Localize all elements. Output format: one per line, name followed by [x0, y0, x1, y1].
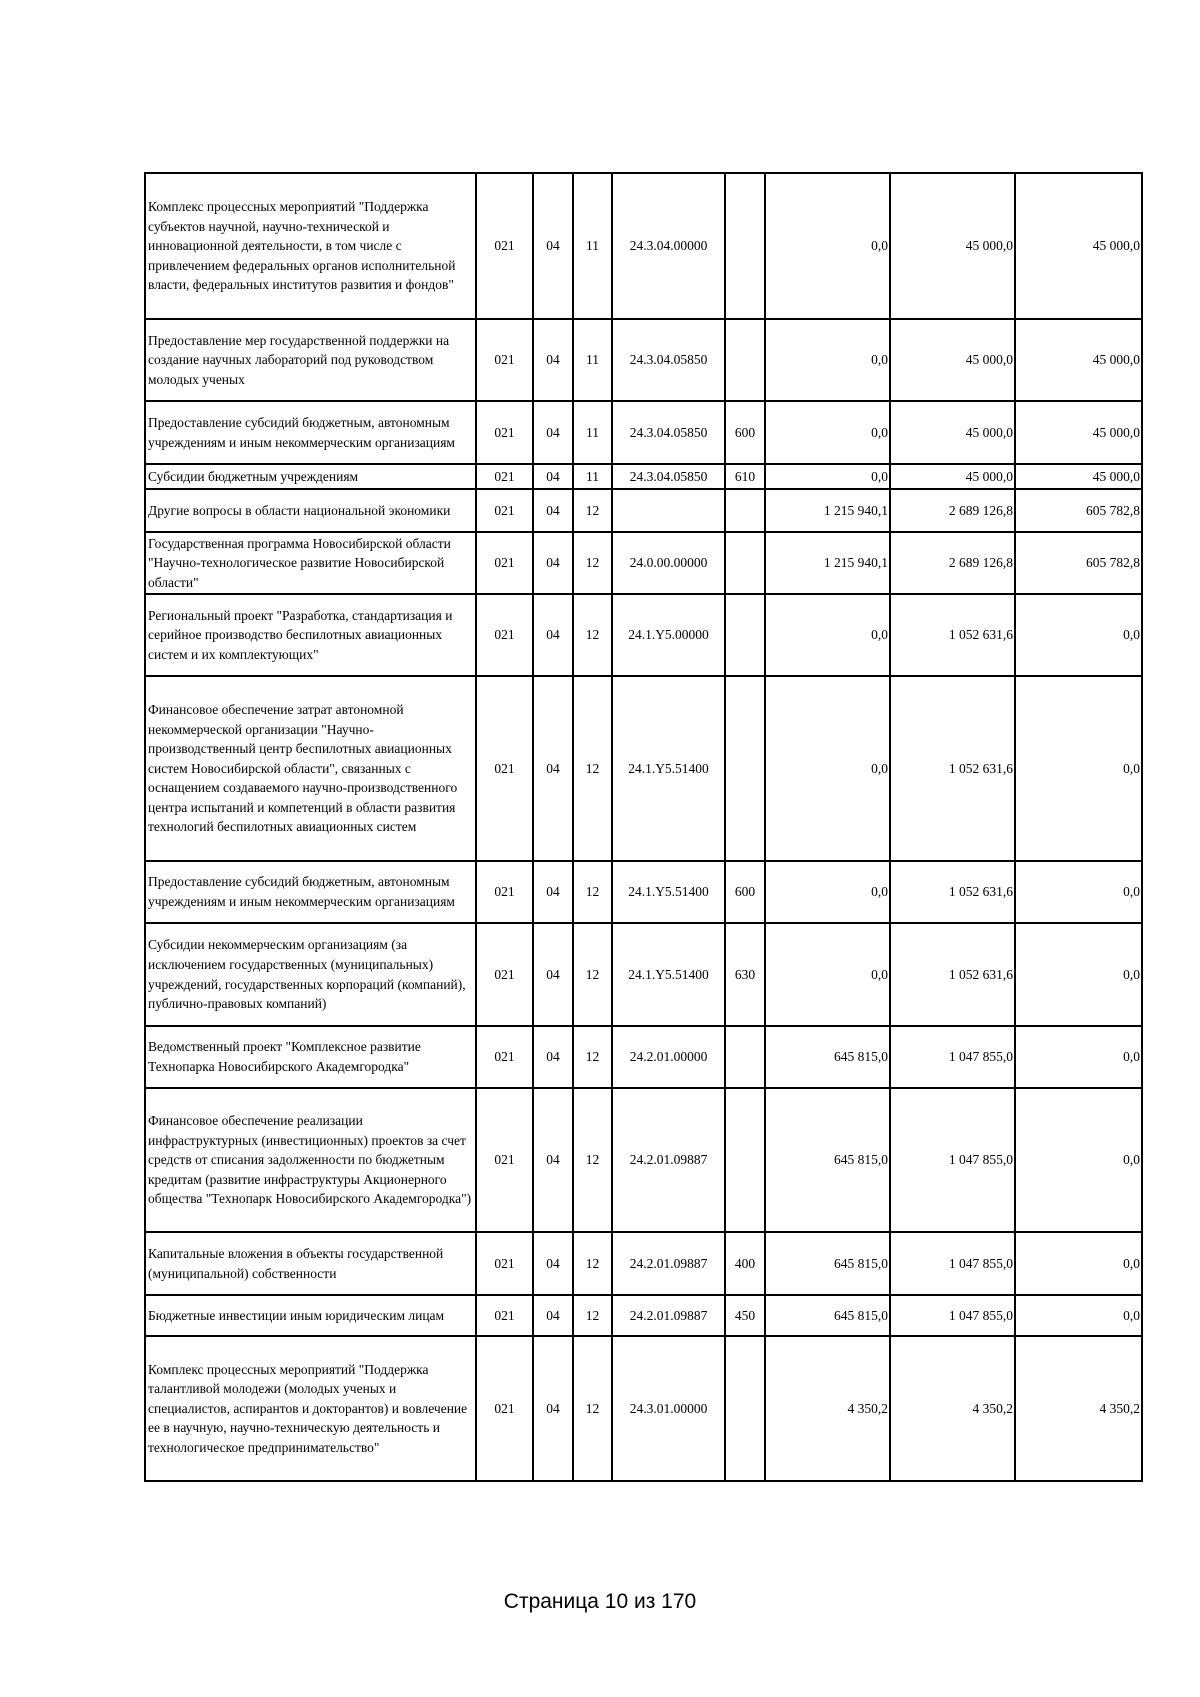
table-row: [145, 1336, 1142, 1481]
row-name: Бюджетные инвестиции иным юридическим лицам: [145, 1295, 476, 1336]
cell-rz: 04: [533, 489, 573, 532]
cell-rz: 04: [533, 532, 573, 594]
cell-vr: [725, 1336, 765, 1481]
row-name: Предоставление субсидий бюджетным, автономным учреждениям и иным некоммерческим организациям: [145, 401, 476, 464]
cell-sum-3: 0,0: [1015, 923, 1142, 1026]
cell-csr: 24.2.01.09887: [612, 1232, 725, 1295]
row-name: Ведомственный проект "Комплексное развитие Технопарка Новосибирского Академгородка": [145, 1026, 476, 1088]
cell-sum-1: 645 815,0: [765, 1232, 890, 1295]
cell-pr: 12: [573, 594, 612, 676]
cell-sum-3: 45 000,0: [1015, 173, 1142, 319]
cell-gr: 021: [476, 676, 533, 861]
cell-rz: 04: [533, 923, 573, 1026]
cell-pr: 12: [573, 861, 612, 923]
cell-rz: 04: [533, 594, 573, 676]
cell-vr: [725, 1088, 765, 1232]
cell-sum-3: 0,0: [1015, 1232, 1142, 1295]
cell-sum-2: 1 052 631,6: [890, 923, 1015, 1026]
cell-gr: 021: [476, 489, 533, 532]
cell-csr: 24.1.Y5.51400: [612, 676, 725, 861]
cell-csr: 24.2.01.00000: [612, 1026, 725, 1088]
cell-gr: 021: [476, 401, 533, 464]
cell-vr: [725, 594, 765, 676]
table-row: [145, 319, 1142, 401]
cell-sum-2: 1 047 855,0: [890, 1088, 1015, 1232]
row-name: Финансовое обеспечение реализации инфраструктурных (инвестиционных) проектов за счет средств от списания задолженности по бюджетным кредитам (развитие инфраструктуры Акционерного общества "Технопарк Новосибирского Академгородка"): [145, 1088, 476, 1232]
cell-sum-1: 1 215 940,1: [765, 489, 890, 532]
cell-vr: 450: [725, 1295, 765, 1336]
cell-vr: 600: [725, 401, 765, 464]
cell-sum-2: 1 047 855,0: [890, 1295, 1015, 1336]
row-name: Комплекс процессных мероприятий "Поддержка субъектов научной, научно-технической и инновационной деятельности, в том числе с привлечением федеральных органов исполнительной власти, федеральных институтов развития и фондов": [145, 173, 476, 319]
cell-sum-1: 0,0: [765, 676, 890, 861]
cell-pr: 12: [573, 489, 612, 532]
cell-sum-3: 605 782,8: [1015, 532, 1142, 594]
cell-rz: 04: [533, 1232, 573, 1295]
cell-sum-1: 645 815,0: [765, 1295, 890, 1336]
cell-vr: 630: [725, 923, 765, 1026]
cell-pr: 12: [573, 1088, 612, 1232]
row-name: Государственная программа Новосибирской области "Научно-технологическое развитие Новосибирской области": [145, 532, 476, 594]
cell-rz: 04: [533, 676, 573, 861]
cell-rz: 04: [533, 861, 573, 923]
cell-csr: 24.2.01.09887: [612, 1295, 725, 1336]
cell-sum-1: 645 815,0: [765, 1088, 890, 1232]
cell-gr: 021: [476, 1088, 533, 1232]
cell-gr: 021: [476, 923, 533, 1026]
cell-pr: 12: [573, 923, 612, 1026]
cell-sum-3: 45 000,0: [1015, 464, 1142, 489]
cell-gr: 021: [476, 464, 533, 489]
table-row: [145, 1088, 1142, 1232]
cell-rz: 04: [533, 173, 573, 319]
row-name: Другие вопросы в области национальной экономики: [145, 489, 476, 532]
row-name: Финансовое обеспечение затрат автономной некоммерческой организации "Научно-производственный центр беспилотных авиационных систем Новосибирской области", связанных с оснащением создаваемого научно-производственного центра испытаний и компетенций в области развития технологий беспилотных авиационных систем: [145, 676, 476, 861]
row-name: Комплекс процессных мероприятий "Поддержка талантливой молодежи (молодых ученых и специалистов, аспирантов и докторантов) и вовлечение ее в научную, научно-техническую деятельность и технологическое предпринимательство": [145, 1336, 476, 1481]
cell-sum-3: 45 000,0: [1015, 401, 1142, 464]
cell-sum-3: 0,0: [1015, 676, 1142, 861]
cell-pr: 12: [573, 1232, 612, 1295]
cell-sum-1: 0,0: [765, 401, 890, 464]
cell-rz: 04: [533, 319, 573, 401]
table-row: [145, 489, 1142, 532]
table-row: [145, 1232, 1142, 1295]
cell-vr: 610: [725, 464, 765, 489]
cell-sum-3: 4 350,2: [1015, 1336, 1142, 1481]
cell-vr: 400: [725, 1232, 765, 1295]
table-row: [145, 923, 1142, 1026]
cell-sum-2: 1 047 855,0: [890, 1026, 1015, 1088]
cell-sum-3: 605 782,8: [1015, 489, 1142, 532]
cell-vr: [725, 532, 765, 594]
cell-sum-1: 0,0: [765, 319, 890, 401]
cell-gr: 021: [476, 532, 533, 594]
cell-pr: 11: [573, 319, 612, 401]
cell-pr: 11: [573, 173, 612, 319]
cell-sum-2: 1 052 631,6: [890, 594, 1015, 676]
table-row: [145, 676, 1142, 861]
row-name: Капитальные вложения в объекты государственной (муниципальной) собственности: [145, 1232, 476, 1295]
cell-gr: 021: [476, 861, 533, 923]
cell-sum-2: 45 000,0: [890, 464, 1015, 489]
cell-gr: 021: [476, 1295, 533, 1336]
cell-sum-1: 1 215 940,1: [765, 532, 890, 594]
table-row: [145, 532, 1142, 594]
table-row: [145, 594, 1142, 676]
cell-sum-2: 1 052 631,6: [890, 676, 1015, 861]
cell-rz: 04: [533, 464, 573, 489]
cell-rz: 04: [533, 1026, 573, 1088]
cell-csr: 24.3.04.05850: [612, 464, 725, 489]
cell-sum-3: 45 000,0: [1015, 319, 1142, 401]
cell-csr: 24.1.Y5.51400: [612, 861, 725, 923]
cell-pr: 12: [573, 1295, 612, 1336]
cell-pr: 11: [573, 401, 612, 464]
cell-sum-2: 1 052 631,6: [890, 861, 1015, 923]
cell-vr: [725, 489, 765, 532]
cell-sum-2: 45 000,0: [890, 319, 1015, 401]
cell-sum-2: 45 000,0: [890, 401, 1015, 464]
cell-csr: [612, 489, 725, 532]
table-row: [145, 401, 1142, 464]
cell-gr: 021: [476, 319, 533, 401]
row-name: Предоставление субсидий бюджетным, автономным учреждениям и иным некоммерческим организациям: [145, 861, 476, 923]
cell-sum-1: 645 815,0: [765, 1026, 890, 1088]
cell-pr: 12: [573, 1336, 612, 1481]
cell-rz: 04: [533, 401, 573, 464]
row-name: Субсидии бюджетным учреждениям: [145, 464, 476, 489]
cell-csr: 24.1.Y5.51400: [612, 923, 725, 1026]
cell-gr: 021: [476, 173, 533, 319]
cell-pr: 12: [573, 1026, 612, 1088]
cell-csr: 24.3.01.00000: [612, 1336, 725, 1481]
cell-csr: 24.2.01.09887: [612, 1088, 725, 1232]
cell-sum-1: 0,0: [765, 923, 890, 1026]
table-row: [145, 1026, 1142, 1088]
cell-sum-2: 2 689 126,8: [890, 489, 1015, 532]
cell-csr: 24.3.04.00000: [612, 173, 725, 319]
cell-sum-1: 4 350,2: [765, 1336, 890, 1481]
table-row: [145, 861, 1142, 923]
cell-sum-3: 0,0: [1015, 594, 1142, 676]
cell-rz: 04: [533, 1088, 573, 1232]
cell-csr: 24.3.04.05850: [612, 401, 725, 464]
cell-gr: 021: [476, 1232, 533, 1295]
cell-vr: [725, 1026, 765, 1088]
cell-pr: 12: [573, 532, 612, 594]
cell-rz: 04: [533, 1295, 573, 1336]
cell-sum-1: 0,0: [765, 464, 890, 489]
cell-vr: [725, 319, 765, 401]
cell-rz: 04: [533, 1336, 573, 1481]
cell-sum-3: 0,0: [1015, 1026, 1142, 1088]
table-row: [145, 464, 1142, 489]
row-name: Региональный проект "Разработка, стандартизация и серийное производство беспилотных авиационных систем и их комплектующих": [145, 594, 476, 676]
cell-sum-3: 0,0: [1015, 1295, 1142, 1336]
table-row: [145, 173, 1142, 319]
cell-sum-3: 0,0: [1015, 861, 1142, 923]
row-name: Субсидии некоммерческим организациям (за исключением государственных (муниципальных) учреждений, государственных корпораций (компаний), публично-правовых компаний): [145, 923, 476, 1026]
budget-table: [144, 172, 1143, 1482]
cell-sum-3: 0,0: [1015, 1088, 1142, 1232]
page-number: Страница 10 из 170: [503, 1590, 697, 1613]
cell-sum-1: 0,0: [765, 861, 890, 923]
cell-sum-1: 0,0: [765, 173, 890, 319]
cell-vr: [725, 676, 765, 861]
cell-vr: 600: [725, 861, 765, 923]
cell-sum-2: 1 047 855,0: [890, 1232, 1015, 1295]
table-row: [145, 1295, 1142, 1336]
cell-sum-1: 0,0: [765, 594, 890, 676]
cell-vr: [725, 173, 765, 319]
cell-csr: 24.3.04.05850: [612, 319, 725, 401]
row-name: Предоставление мер государственной поддержки на создание научных лабораторий под руководством молодых ученых: [145, 319, 476, 401]
cell-csr: 24.1.Y5.00000: [612, 594, 725, 676]
cell-pr: 11: [573, 464, 612, 489]
cell-sum-2: 45 000,0: [890, 173, 1015, 319]
cell-sum-2: 2 689 126,8: [890, 532, 1015, 594]
cell-csr: 24.0.00.00000: [612, 532, 725, 594]
cell-gr: 021: [476, 1336, 533, 1481]
cell-sum-2: 4 350,2: [890, 1336, 1015, 1481]
cell-gr: 021: [476, 1026, 533, 1088]
cell-pr: 12: [573, 676, 612, 861]
cell-gr: 021: [476, 594, 533, 676]
